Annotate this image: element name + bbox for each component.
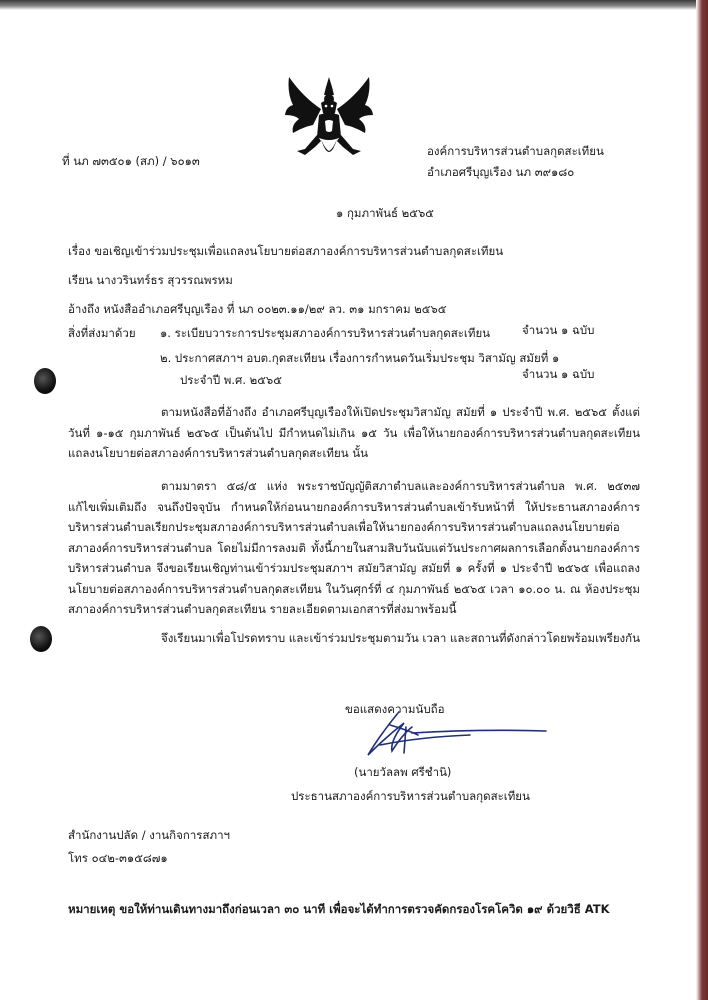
phone-number: โทร ๐๔๒-๓๑๕๘๗๑ [68,851,168,865]
subject-line: เรื่อง ขอเชิญเข้าร่วมประชุมเพื่อแถลงนโยบายต่อสภาองค์การบริหารส่วนตำบลกุดสะเทียน [68,244,504,258]
enclosure-item-2-cont: ประจำปี พ.ศ. ๒๕๖๕ [180,373,282,387]
scan-edge-top [0,0,708,10]
scan-edge-right [696,0,708,1000]
enclosure-item-1-qty: จำนวน ๑ ฉบับ [522,323,595,337]
closing-salutation: ขอแสดงความนับถือ [345,702,445,716]
document-number: ที่ นภ ๗๓๕๐๑ (สภ) / ๖๐๑๓ [62,154,200,168]
office-name: สำนักงานปลัด / งานกิจการสภาฯ [68,828,230,842]
recipient-line: เรียน นางวรินทร์ธร สุวรรณพรหม [68,273,233,287]
paragraph-1: ตามหนังสือที่อ้างถึง อำเภอศรีบุญเรืองให้เปิดประชุมวิสามัญ สมัยที่ ๑ ประจำปี พ.ศ. ๒๕๖๕ ตั้งแต่วันที่ ๑-๑๕ กุมภาพันธ์ ๒๕๖๕ เป็นต้นไป มีกำหนดไม่เกิน ๑๕ วัน เพื่อให้นายกองค์การบริหารส่วนตำบลกุดสะเทียน แถลงนโยบายต่อสภาองค์การบริหารส่วนตำบลกุดสะเทียน นั้น [68,405,640,460]
enclosure-item-1: ๑. ระเบียบวาระการประชุมสภาองค์การบริหารส่วนตำบลกุดสะเทียน [160,326,491,340]
enclosure-item-2: ๒. ประกาศสภาฯ อบต.กุดสะเทียน เรื่องการกำหนดวันเริ่มประชุม วิสามัญ สมัยที่ ๑ [160,351,560,365]
enclosure-item-2-qty: จำนวน ๑ ฉบับ [522,367,595,381]
footnote: หมายเหตุ ขอให้ท่านเดินทางมาถึงก่อนเวลา ๓๐ นาที เพื่อจะได้ทำการตรวจคัดกรองโรคโควิด ๑๙ ด้วยวิธี ATK [68,902,610,916]
enclosures-label: สิ่งที่ส่งมาด้วย [68,326,136,340]
garuda-emblem-icon [283,75,375,165]
punch-hole-upper [34,368,56,394]
signer-name: (นายวัลลพ ศรีชำนิ) [354,765,452,779]
reference-line: อ้างถึง หนังสืออำเภอศรีบุญเรือง ที่ นภ ๐๐๒๓.๑๑/๒๙ ลว. ๓๑ มกราคม ๒๕๖๕ [68,302,447,316]
org-address: อำเภอศรีบุญเรือง นภ ๓๙๑๘๐ [427,165,575,179]
signer-title: ประธานสภาองค์การบริหารส่วนตำบลกุดสะเทียน [291,789,530,803]
document-date: ๑ กุมภาพันธ์ ๒๕๖๕ [336,206,434,220]
closing-request: จึงเรียนมาเพื่อโปรดทราบ และเข้าร่วมประชุมตามวัน เวลา และสถานที่ดังกล่าวโดยพร้อมเพรียงกัน [161,631,640,645]
org-name: องค์การบริหารส่วนตำบลกุดสะเทียน [427,144,604,158]
handwritten-signature [360,705,550,760]
paragraph-2: ตามมาตรา ๕๘/๕ แห่ง พระราชบัญญัติสภาตำบลและองค์การบริหารส่วนตำบล พ.ศ. ๒๕๓๗ แก้ไขเพิ่มเติมถึง จนถึงปัจจุบัน กำหนดให้ก่อนนายกองค์การบริหารส่วนตำบลเข้ารับหน้าที่ ให้ประธานสภาองค์การบริหารส่วนตำบลเรียกประชุมสภาองค์การบริหารส่วนตำบลเพื่อให้นายกองค์การบริหารส่วนตำบลแถลงนโยบายต่อสภาองค์การบริหารส่วนตำบล โดยไม่มีการลงมติ ทั้งนี้ภายในสามสิบวันนับแต่วันประกาศผลการเลือกตั้งนายกองค์การบริหารส่วนตำบล จึงขอเรียนเชิญท่านเข้าร่วมประชุมสภาฯ สมัยวิสามัญ สมัยที่ ๑ ครั้งที่ ๑ ประจำปี ๒๕๖๕ เพื่อแถลงนโยบายต่อสภาองค์การบริหารส่วนตำบลกุดสะเทียน ในวันศุกร์ที่ ๔ กุมภาพันธ์ ๒๕๖๕ เวลา ๑๐.๐๐ น. ณ ห้องประชุมสภาองค์การบริหารส่วนตำบลกุดสะเทียน รายละเอียดตามเอกสารที่ส่งมาพร้อมนี้ [68,479,640,616]
punch-hole-lower [30,626,52,652]
